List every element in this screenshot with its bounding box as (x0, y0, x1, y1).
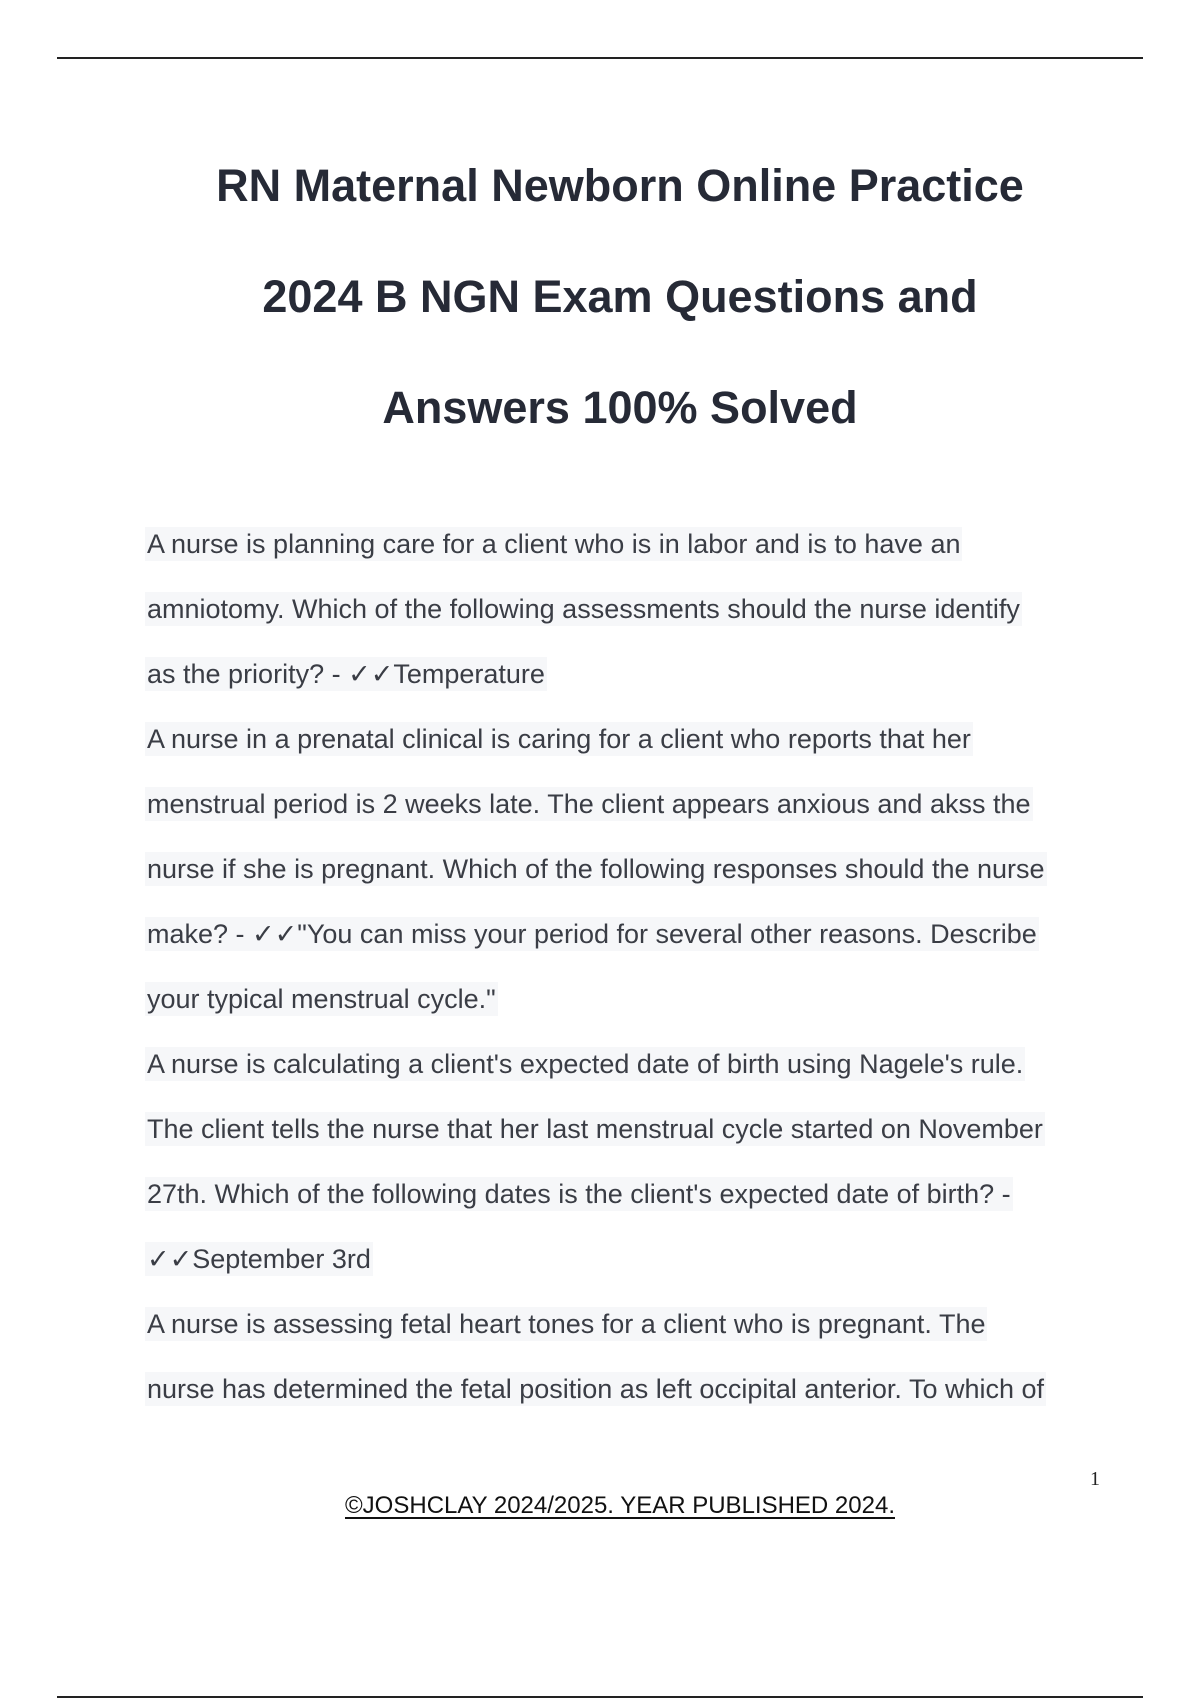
question-answer-list (145, 530, 1095, 1440)
qa-line: make? - ✓✓"You can miss your period for several other reasons. Describe (147, 919, 1037, 949)
copyright-footer (0, 1492, 1200, 1520)
qa-line: A nurse is planning care for a client who is in labor and is to have an (147, 529, 961, 559)
qa-line: 27th. Which of the following dates is the client's expected date of birth? - (147, 1179, 1011, 1209)
document-title (100, 130, 1140, 463)
title-line-2: 2024 B NGN Exam Questions and (262, 271, 978, 322)
qa-line: A nurse is calculating a client's expected date of birth using Nagele's rule. (147, 1049, 1024, 1079)
qa-line: amniotomy. Which of the following assessments should the nurse identify (147, 594, 1020, 624)
qa-line: A nurse in a prenatal clinical is caring for a client who reports that her (147, 724, 971, 754)
qa-line: your typical menstrual cycle." (147, 984, 496, 1014)
top-rule (57, 57, 1143, 59)
qa-item-2 (145, 725, 1095, 1050)
qa-item-4 (145, 1310, 1095, 1440)
bottom-rule (57, 1696, 1143, 1698)
qa-item-3 (145, 1050, 1095, 1310)
qa-line: ✓✓September 3rd (147, 1244, 371, 1274)
qa-line: nurse if she is pregnant. Which of the following responses should the nurse (147, 854, 1045, 884)
qa-line: as the priority? - ✓✓Temperature (147, 659, 545, 689)
qa-line: A nurse is assessing fetal heart tones for a client who is pregnant. The (147, 1309, 986, 1339)
title-line-1: RN Maternal Newborn Online Practice (216, 160, 1024, 211)
qa-line: menstrual period is 2 weeks late. The client appears anxious and akss the (147, 789, 1031, 819)
footer-text: ©JOSHCLAY 2024/2025. YEAR PUBLISHED 2024. (345, 1492, 895, 1519)
page-number: 1 (1090, 1468, 1100, 1490)
qa-line: nurse has determined the fetal position as left occipital anterior. To which of (147, 1374, 1045, 1404)
qa-line: The client tells the nurse that her last menstrual cycle started on November (147, 1114, 1043, 1144)
qa-item-1 (145, 530, 1095, 725)
title-line-3: Answers 100% Solved (382, 382, 858, 433)
